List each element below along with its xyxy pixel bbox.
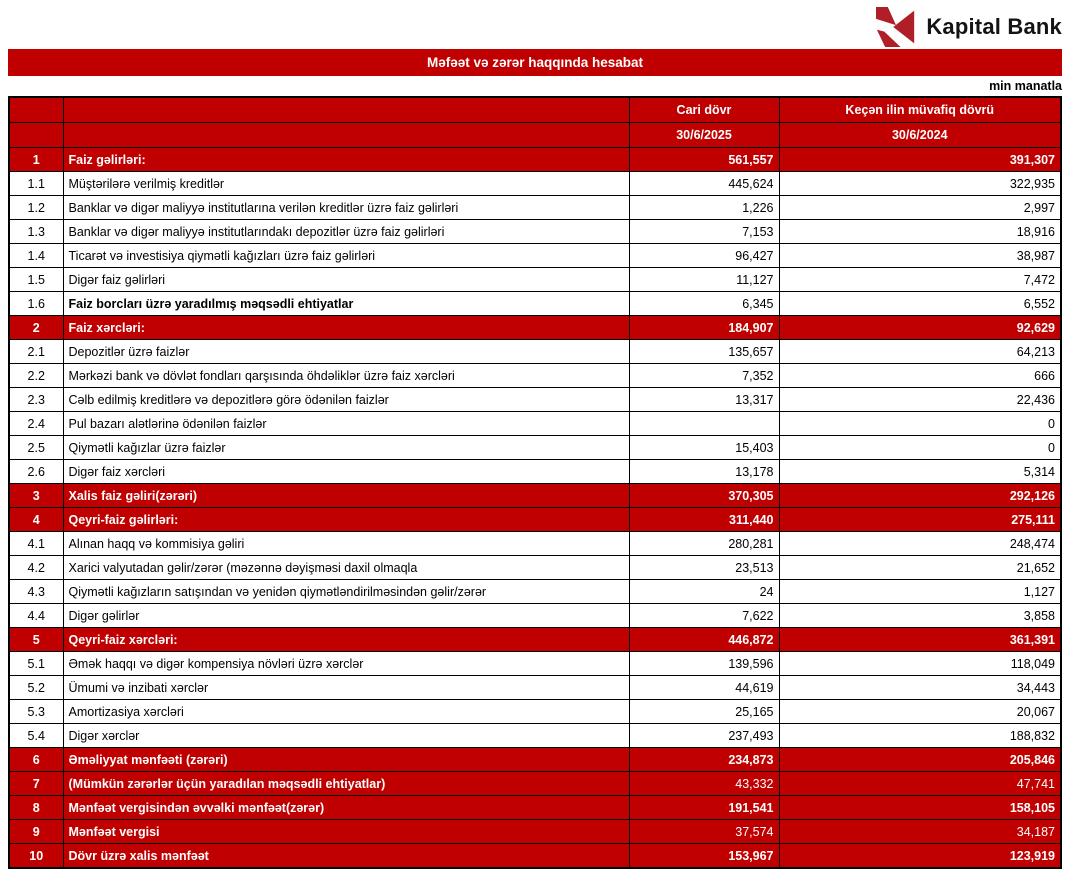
table-row [9,148,1061,172]
row-number-cell: 3 [9,484,63,508]
report-title-banner [8,49,1062,76]
current-value-cell: 15,403 [629,436,779,460]
current-value-cell [629,412,779,436]
row-label-cell: Qeyri-faiz xərcləri: [63,628,629,652]
current-value-cell: 37,574 [629,820,779,844]
table-row [9,172,1061,196]
current-value-cell: 445,624 [629,172,779,196]
table-row [9,652,1061,676]
current-value-cell: 139,596 [629,652,779,676]
col-header-previous-date: 30/6/2024 [779,123,1061,148]
previous-value-cell: 92,629 [779,316,1061,340]
row-label-cell: Xarici valyutadan gəlir/zərər (məzənnə dəyişməsi daxil olmaqla [63,556,629,580]
current-value-cell: 25,165 [629,700,779,724]
row-number-cell: 2.1 [9,340,63,364]
row-label-cell: Qeyri-faiz gəlirləri: [63,508,629,532]
table-row [9,772,1061,796]
previous-value-cell: 21,652 [779,556,1061,580]
previous-value-cell: 292,126 [779,484,1061,508]
previous-value-cell: 118,049 [779,652,1061,676]
row-label-cell: Banklar və digər maliyyə institutlarına verilən kreditlər üzrə faiz gəlirləri [63,196,629,220]
row-label-cell: Cəlb edilmiş kreditlərə və depozitlərə görə ödənilən faizlər [63,388,629,412]
row-number-cell: 2.2 [9,364,63,388]
current-value-cell: 370,305 [629,484,779,508]
current-value-cell: 96,427 [629,244,779,268]
previous-value-cell: 248,474 [779,532,1061,556]
row-label-cell: Faiz gəlirləri: [63,148,629,172]
row-label-cell: Faiz borcları üzrə yaradılmış məqsədli ehtiyatlar [63,292,629,316]
previous-value-cell: 1,127 [779,580,1061,604]
col-header-current-date: 30/6/2025 [629,123,779,148]
kapital-bank-logo [876,6,1062,48]
previous-value-cell: 3,858 [779,604,1061,628]
row-number-cell: 4.1 [9,532,63,556]
previous-value-cell: 391,307 [779,148,1061,172]
table-row [9,844,1061,869]
row-label-cell: Əməliyyat mənfəəti (zərəri) [63,748,629,772]
table-row [9,724,1061,748]
row-label-cell: Amortizasiya xərcləri [63,700,629,724]
current-value-cell: 23,513 [629,556,779,580]
previous-value-cell: 666 [779,364,1061,388]
report-title: Məfəət və zərər haqqında hesabat [426,55,644,70]
current-value-cell: 44,619 [629,676,779,700]
table-row [9,748,1061,772]
row-label-cell: Pul bazarı alətlərinə ödənilən faizlər [63,412,629,436]
current-value-cell: 311,440 [629,508,779,532]
row-number-cell: 5.3 [9,700,63,724]
current-value-cell: 43,332 [629,772,779,796]
current-value-cell: 13,178 [629,460,779,484]
table-row [9,340,1061,364]
current-value-cell: 446,872 [629,628,779,652]
table-row [9,412,1061,436]
row-label-cell: Qiymətli kağızlar üzrə faizlər [63,436,629,460]
row-number-cell: 5 [9,628,63,652]
previous-value-cell: 38,987 [779,244,1061,268]
column-header-row [9,97,1061,123]
row-label-cell: Mənfəət vergisindən əvvəlki mənfəət(zərər) [63,796,629,820]
row-label-cell: Ümumi və inzibati xərclər [63,676,629,700]
row-label-cell: Depozitlər üzrə faizlər [63,340,629,364]
table-row [9,700,1061,724]
current-value-cell: 135,657 [629,340,779,364]
row-label-cell: Digər faiz xərcləri [63,460,629,484]
previous-value-cell: 123,919 [779,844,1061,869]
col-header-previous-period: Keçən ilin müvafiq dövrü [779,97,1061,123]
previous-value-cell: 2,997 [779,196,1061,220]
previous-value-cell: 34,187 [779,820,1061,844]
table-row [9,436,1061,460]
current-value-cell: 561,557 [629,148,779,172]
previous-value-cell: 64,213 [779,340,1061,364]
row-label-cell: Qiymətli kağızların satışından və yenidən qiymətləndirilməsindən gəlir/zərər [63,580,629,604]
row-number-cell: 2 [9,316,63,340]
row-number-cell: 6 [9,748,63,772]
row-number-cell: 1.1 [9,172,63,196]
row-number-cell: 4.2 [9,556,63,580]
table-row [9,532,1061,556]
row-label-cell: Əmək haqqı və digər kompensiya növləri üzrə xərclər [63,652,629,676]
previous-value-cell: 322,935 [779,172,1061,196]
current-value-cell: 11,127 [629,268,779,292]
row-label-cell: Digər gəlirlər [63,604,629,628]
table-row [9,268,1061,292]
row-number-cell: 8 [9,796,63,820]
previous-value-cell: 361,391 [779,628,1061,652]
row-label-cell: Digər xərclər [63,724,629,748]
row-number-cell: 4 [9,508,63,532]
date-header-row [9,123,1061,148]
row-number-cell: 9 [9,820,63,844]
row-label-cell: Ticarət və investisiya qiymətli kağızları üzrə faiz gəlirləri [63,244,629,268]
row-number-cell: 1.3 [9,220,63,244]
previous-value-cell: 5,314 [779,460,1061,484]
table-row [9,388,1061,412]
row-number-cell: 5.1 [9,652,63,676]
current-value-cell: 1,226 [629,196,779,220]
row-label-cell: Müştərilərə verilmiş kreditlər [63,172,629,196]
table-row [9,244,1061,268]
table-row [9,604,1061,628]
row-label-cell: Digər faiz gəlirləri [63,268,629,292]
row-label-cell: Banklar və digər maliyyə institutlarındakı depozitlər üzrə faiz gəlirləri [63,220,629,244]
current-value-cell: 24 [629,580,779,604]
table-row [9,292,1061,316]
report-table [8,96,1062,869]
corner-cell-number [9,97,63,123]
row-number-cell: 1.2 [9,196,63,220]
row-number-cell: 2.5 [9,436,63,460]
previous-value-cell: 47,741 [779,772,1061,796]
previous-value-cell: 34,443 [779,676,1061,700]
previous-value-cell: 0 [779,412,1061,436]
current-value-cell: 7,622 [629,604,779,628]
previous-value-cell: 22,436 [779,388,1061,412]
row-number-cell: 2.6 [9,460,63,484]
previous-value-cell: 205,846 [779,748,1061,772]
logo-text: Kapital Bank [926,14,1062,39]
row-label-cell: Dövr üzrə xalis mənfəət [63,844,629,869]
table-row [9,676,1061,700]
row-number-cell: 1.5 [9,268,63,292]
table-row [9,220,1061,244]
previous-value-cell: 18,916 [779,220,1061,244]
current-value-cell: 280,281 [629,532,779,556]
row-number-cell: 2.3 [9,388,63,412]
current-value-cell: 237,493 [629,724,779,748]
current-value-cell: 6,345 [629,292,779,316]
table-row [9,820,1061,844]
row-number-cell: 1 [9,148,63,172]
row-number-cell: 7 [9,772,63,796]
current-value-cell: 234,873 [629,748,779,772]
row-number-cell: 1.6 [9,292,63,316]
previous-value-cell: 275,111 [779,508,1061,532]
row-label-cell: Alınan haqq və kommisiya gəliri [63,532,629,556]
corner-cell-label [63,97,629,123]
row-number-cell: 2.4 [9,412,63,436]
units-label: min manatla [989,79,1062,93]
corner-cell-label-2 [63,123,629,148]
table-row [9,628,1061,652]
table-row [9,196,1061,220]
table-row [9,364,1061,388]
previous-value-cell: 6,552 [779,292,1061,316]
previous-value-cell: 0 [779,436,1061,460]
corner-cell-number-2 [9,123,63,148]
row-label-cell: Mənfəət vergisi [63,820,629,844]
row-label-cell: (Mümkün zərərlər üçün yaradılan məqsədli ehtiyatlar) [63,772,629,796]
table-row [9,460,1061,484]
row-label-cell: Mərkəzi bank və dövlət fondları qarşısında öhdəliklər üzrə faiz xərcləri [63,364,629,388]
col-header-current-period: Cari dövr [629,97,779,123]
previous-value-cell: 188,832 [779,724,1061,748]
current-value-cell: 184,907 [629,316,779,340]
current-value-cell: 153,967 [629,844,779,869]
table-row [9,508,1061,532]
table-row [9,484,1061,508]
row-number-cell: 1.4 [9,244,63,268]
row-number-cell: 4.3 [9,580,63,604]
row-number-cell: 10 [9,844,63,869]
table-header [9,97,1061,148]
current-value-cell: 7,352 [629,364,779,388]
row-number-cell: 5.4 [9,724,63,748]
table-row [9,556,1061,580]
row-number-cell: 4.4 [9,604,63,628]
kapital-bank-logo-icon [876,6,916,48]
table-body [9,148,1061,869]
previous-value-cell: 7,472 [779,268,1061,292]
current-value-cell: 191,541 [629,796,779,820]
row-number-cell: 5.2 [9,676,63,700]
previous-value-cell: 158,105 [779,796,1061,820]
current-value-cell: 7,153 [629,220,779,244]
row-label-cell: Xalis faiz gəliri(zərəri) [63,484,629,508]
table-row [9,580,1061,604]
table-row [9,316,1061,340]
previous-value-cell: 20,067 [779,700,1061,724]
row-label-cell: Faiz xərcləri: [63,316,629,340]
current-value-cell: 13,317 [629,388,779,412]
table-row [9,796,1061,820]
